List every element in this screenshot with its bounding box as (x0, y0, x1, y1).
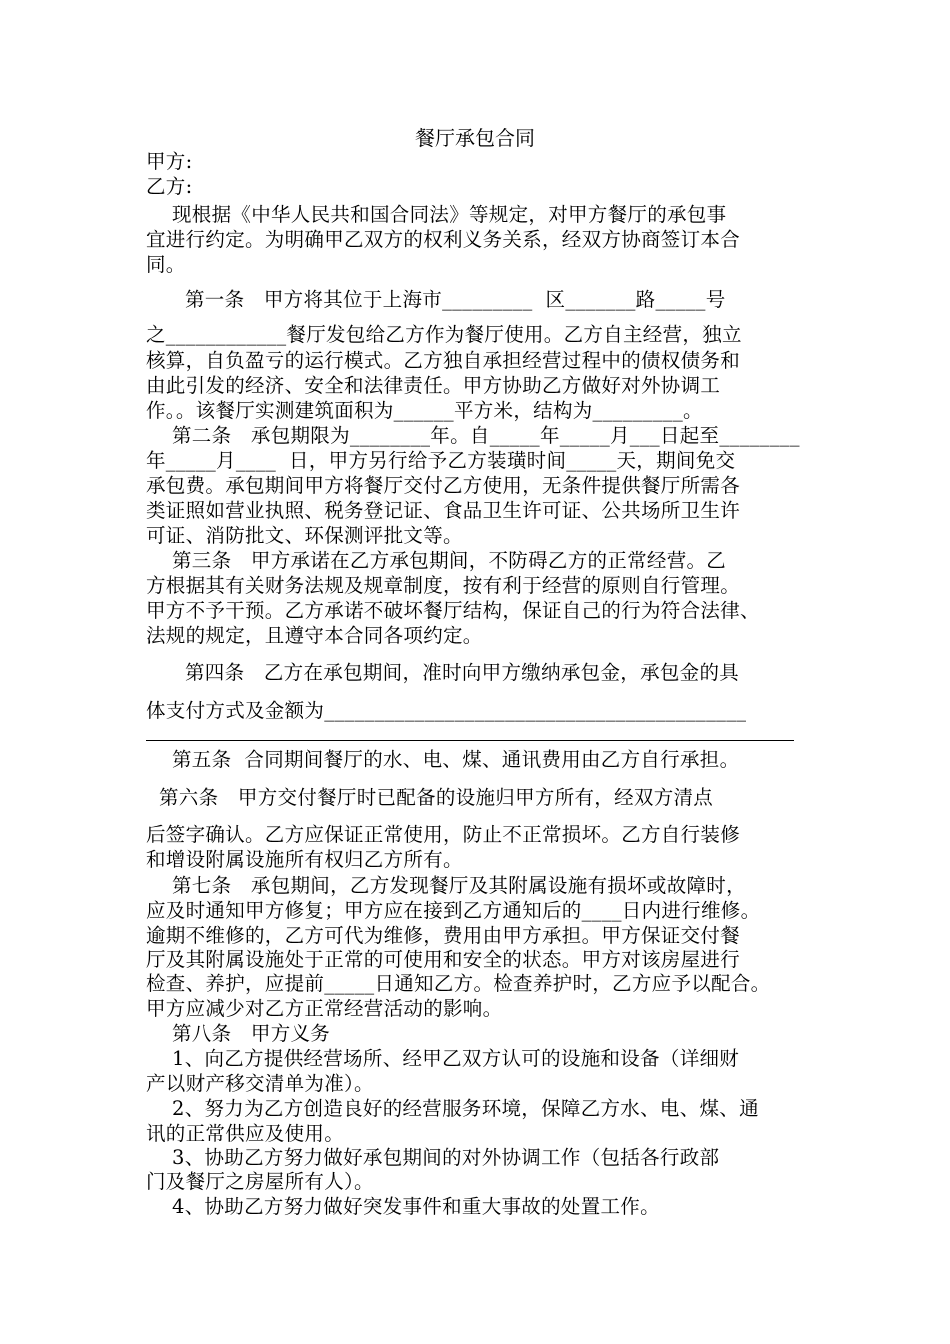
article-8-item: 4、协助乙方努力做好突发事件和重大事故的处置工作。 (146, 1195, 660, 1218)
document-title: 餐厅承包合同 (415, 126, 535, 150)
article-3-line: 法规的规定，且遵守本合同各项约定。 (146, 624, 483, 647)
article-8-item: 讯的正常供应及使用。 (146, 1122, 345, 1145)
article-7-line: 逾期不维修的，乙方可代为维修，费用由甲方承担。甲方保证交付餐 (146, 924, 741, 947)
article-2-line: 类证照如营业执照、税务登记证、食品卫生许可证、公共场所卫生许 (146, 499, 741, 522)
article-4-line: 体支付方式及金额为__________________________________________ (146, 699, 747, 722)
article-6-line: 第六条 甲方交付餐厅时已配备的设施归甲方所有，经双方清点 (146, 786, 714, 809)
article-4-line: 第四条 乙方在承包期间，准时向甲方缴纳承包金，承包金的具 (146, 661, 740, 684)
preamble-line: 现根据《中华人民共和国合同法》等规定，对甲方餐厅的承包事 (146, 203, 727, 226)
article-2-line: 年_____月____ 日，甲方另行给予乙方装璜时间_____天，期间免交 (146, 449, 736, 472)
article-1-line: 作。。该餐厅实测建筑面积为______平方米，结构为_________。 (146, 399, 703, 422)
article-7-line: 检查、养护，应提前_____日通知乙方。检查养护时，乙方应予以配合。 (146, 972, 771, 995)
article-8-heading: 第八条 甲方义务 (146, 1022, 331, 1045)
article-8-item: 产以财产移交清单为准）。 (146, 1072, 374, 1095)
article-2-line: 可证、消防批文、环保测评批文等。 (146, 524, 463, 547)
article-3-line: 方根据其有关财务法规及规章制度，按有利于经营的原则自行管理。 (146, 574, 741, 597)
article-1-line: 第一条 甲方将其位于上海市_________ 区_______路_____号 (146, 288, 726, 311)
article-7-line: 甲方应减少对乙方正常经营活动的影响。 (146, 997, 503, 1020)
article-7-line: 应及时通知甲方修复；甲方应在接到乙方通知后的____日内进行维修。 (146, 899, 761, 922)
article-8-item: 2、努力为乙方创造良好的经营服务环境，保障乙方水、电、煤、通 (146, 1097, 759, 1120)
article-6-line: 后签字确认。乙方应保证正常使用，防止不正常损坏。乙方自行装修 (146, 823, 741, 846)
party-a-line: 甲方: (146, 150, 193, 173)
article-1-line: 核算，自负盈亏的运行模式。乙方独自承担经营过程中的债权债务和 (146, 349, 741, 372)
article-1-line: 之____________餐厅发包给乙方作为餐厅使用。乙方自主经营，独立 (146, 323, 742, 346)
blank-fill-rule (146, 740, 794, 741)
article-3-line: 甲方不予干预。乙方承诺不破坏餐厅结构，保证自己的行为符合法律、 (146, 599, 760, 622)
article-6-line: 和增设附属设施所有权归乙方所有。 (146, 848, 463, 871)
preamble-line: 同。 (146, 253, 186, 276)
article-7-line: 第七条 承包期间，乙方发现餐厅及其附属设施有损坏或故障时， (146, 874, 746, 897)
preamble-line: 宜进行约定。为明确甲乙双方的权利义务关系，经双方协商签订本合 (146, 228, 741, 251)
article-1-line: 由此引发的经济、安全和法律责任。甲方协助乙方做好对外协调工 (146, 374, 721, 397)
article-8-item: 3、协助乙方努力做好承包期间的对外协调工作（包括各行政部 (146, 1146, 720, 1169)
article-8-item: 1、向乙方提供经营场所、经甲乙双方认可的设施和设备（详细财 (146, 1047, 740, 1070)
article-5-line: 第五条 合同期间餐厅的水、电、煤、通讯费用由乙方自行承担。 (146, 748, 740, 771)
article-2-line: 承包费。承包期间甲方将餐厅交付乙方使用，无条件提供餐厅所需各 (146, 474, 741, 497)
article-7-line: 厅及其附属设施处于正常的可使用和安全的状态。甲方对该房屋进行 (146, 948, 741, 971)
article-2-line: 第二条 承包期限为________年。自_____年_____月___日起至________ (146, 424, 800, 447)
article-8-item: 门及餐厅之房屋所有人）。 (146, 1170, 374, 1193)
party-b-line: 乙方: (146, 175, 193, 198)
article-3-line: 第三条 甲方承诺在乙方承包期间，不防碍乙方的正常经营。乙 (146, 549, 727, 572)
